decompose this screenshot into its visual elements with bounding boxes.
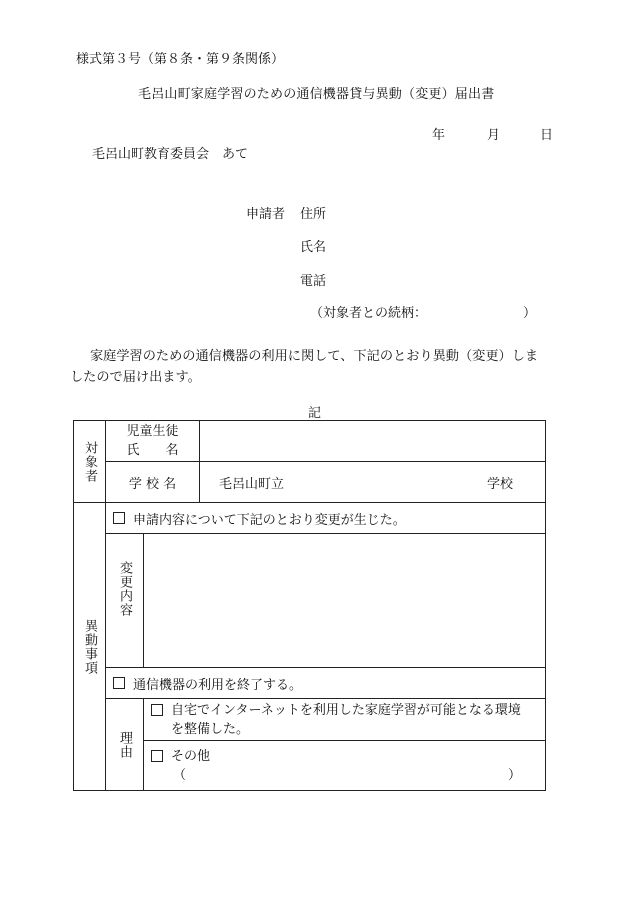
reason-2-paren-close: ）: [508, 767, 522, 783]
relation-close: ）: [523, 306, 537, 321]
relation-label: （対象者との続柄：: [310, 306, 428, 321]
reason-2-text: その他: [171, 748, 211, 764]
school-prefix: 毛呂山町立: [219, 476, 285, 492]
reason-1-checkbox[interactable]: [151, 704, 163, 716]
form-number: 様式第３号（第８条・第９条関係）: [76, 52, 285, 67]
school-name-label: 学 校 名: [128, 476, 177, 492]
option-change-row[interactable]: [106, 503, 546, 534]
change-content-field[interactable]: [144, 534, 546, 668]
ki-label: 記: [308, 406, 322, 421]
body-paragraph: [70, 346, 548, 388]
student-name-label-2: 氏 名: [126, 443, 179, 458]
reason-header-cell: [106, 699, 144, 791]
date-month-label: 月: [487, 128, 501, 143]
school-suffix: 学校: [487, 476, 514, 492]
target-label: 対象者: [82, 440, 97, 483]
change-checkbox[interactable]: [113, 512, 125, 524]
student-name-label-cell: [106, 421, 200, 462]
end-checkbox[interactable]: [113, 677, 125, 689]
school-name-field[interactable]: [200, 462, 546, 503]
name-label: 氏名: [300, 240, 327, 255]
change-label: 異動事項: [82, 618, 97, 675]
change-content-header-cell: [106, 534, 144, 668]
student-name-field[interactable]: [200, 421, 546, 462]
date-day-label: 日: [540, 128, 554, 143]
reason-2-paren-open: （: [173, 767, 187, 783]
applicant-label: 申請者: [246, 207, 286, 222]
reason-1-cell[interactable]: [144, 699, 546, 741]
change-header-cell: [74, 503, 106, 791]
school-name-label-cell: [106, 462, 200, 503]
option-end-row[interactable]: [106, 668, 546, 699]
date-year-label: 年: [432, 128, 446, 143]
form-table: [73, 420, 546, 791]
phone-label: 電話: [300, 274, 327, 289]
body-text: 家庭学習のための通信機器の利用に関して、下記のとおり異動（変更）しましたので届け出ます。: [70, 349, 539, 385]
reason-label: 理由: [117, 730, 132, 759]
reason-2-checkbox[interactable]: [151, 750, 163, 762]
page-title: 毛呂山町家庭学習のための通信機器貸与異動（変更）届出書: [138, 87, 495, 102]
change-content-label: 変更内容: [117, 561, 132, 617]
addressee: 毛呂山町教育委員会 あて: [92, 147, 249, 162]
option-change-text: 申請内容について下記のとおり変更が生じた。: [133, 512, 406, 528]
student-name-label-1: 児童生徒: [126, 424, 179, 439]
reason-1-line1: 自宅でインターネットを利用した家庭学習が可能となる環境: [171, 702, 521, 718]
reason-1-line2: を整備した。: [171, 721, 250, 737]
target-header-cell: [74, 421, 106, 503]
address-label: 住所: [300, 207, 327, 222]
option-end-text: 通信機器の利用を終了する。: [133, 677, 303, 693]
reason-2-cell[interactable]: [144, 741, 546, 791]
